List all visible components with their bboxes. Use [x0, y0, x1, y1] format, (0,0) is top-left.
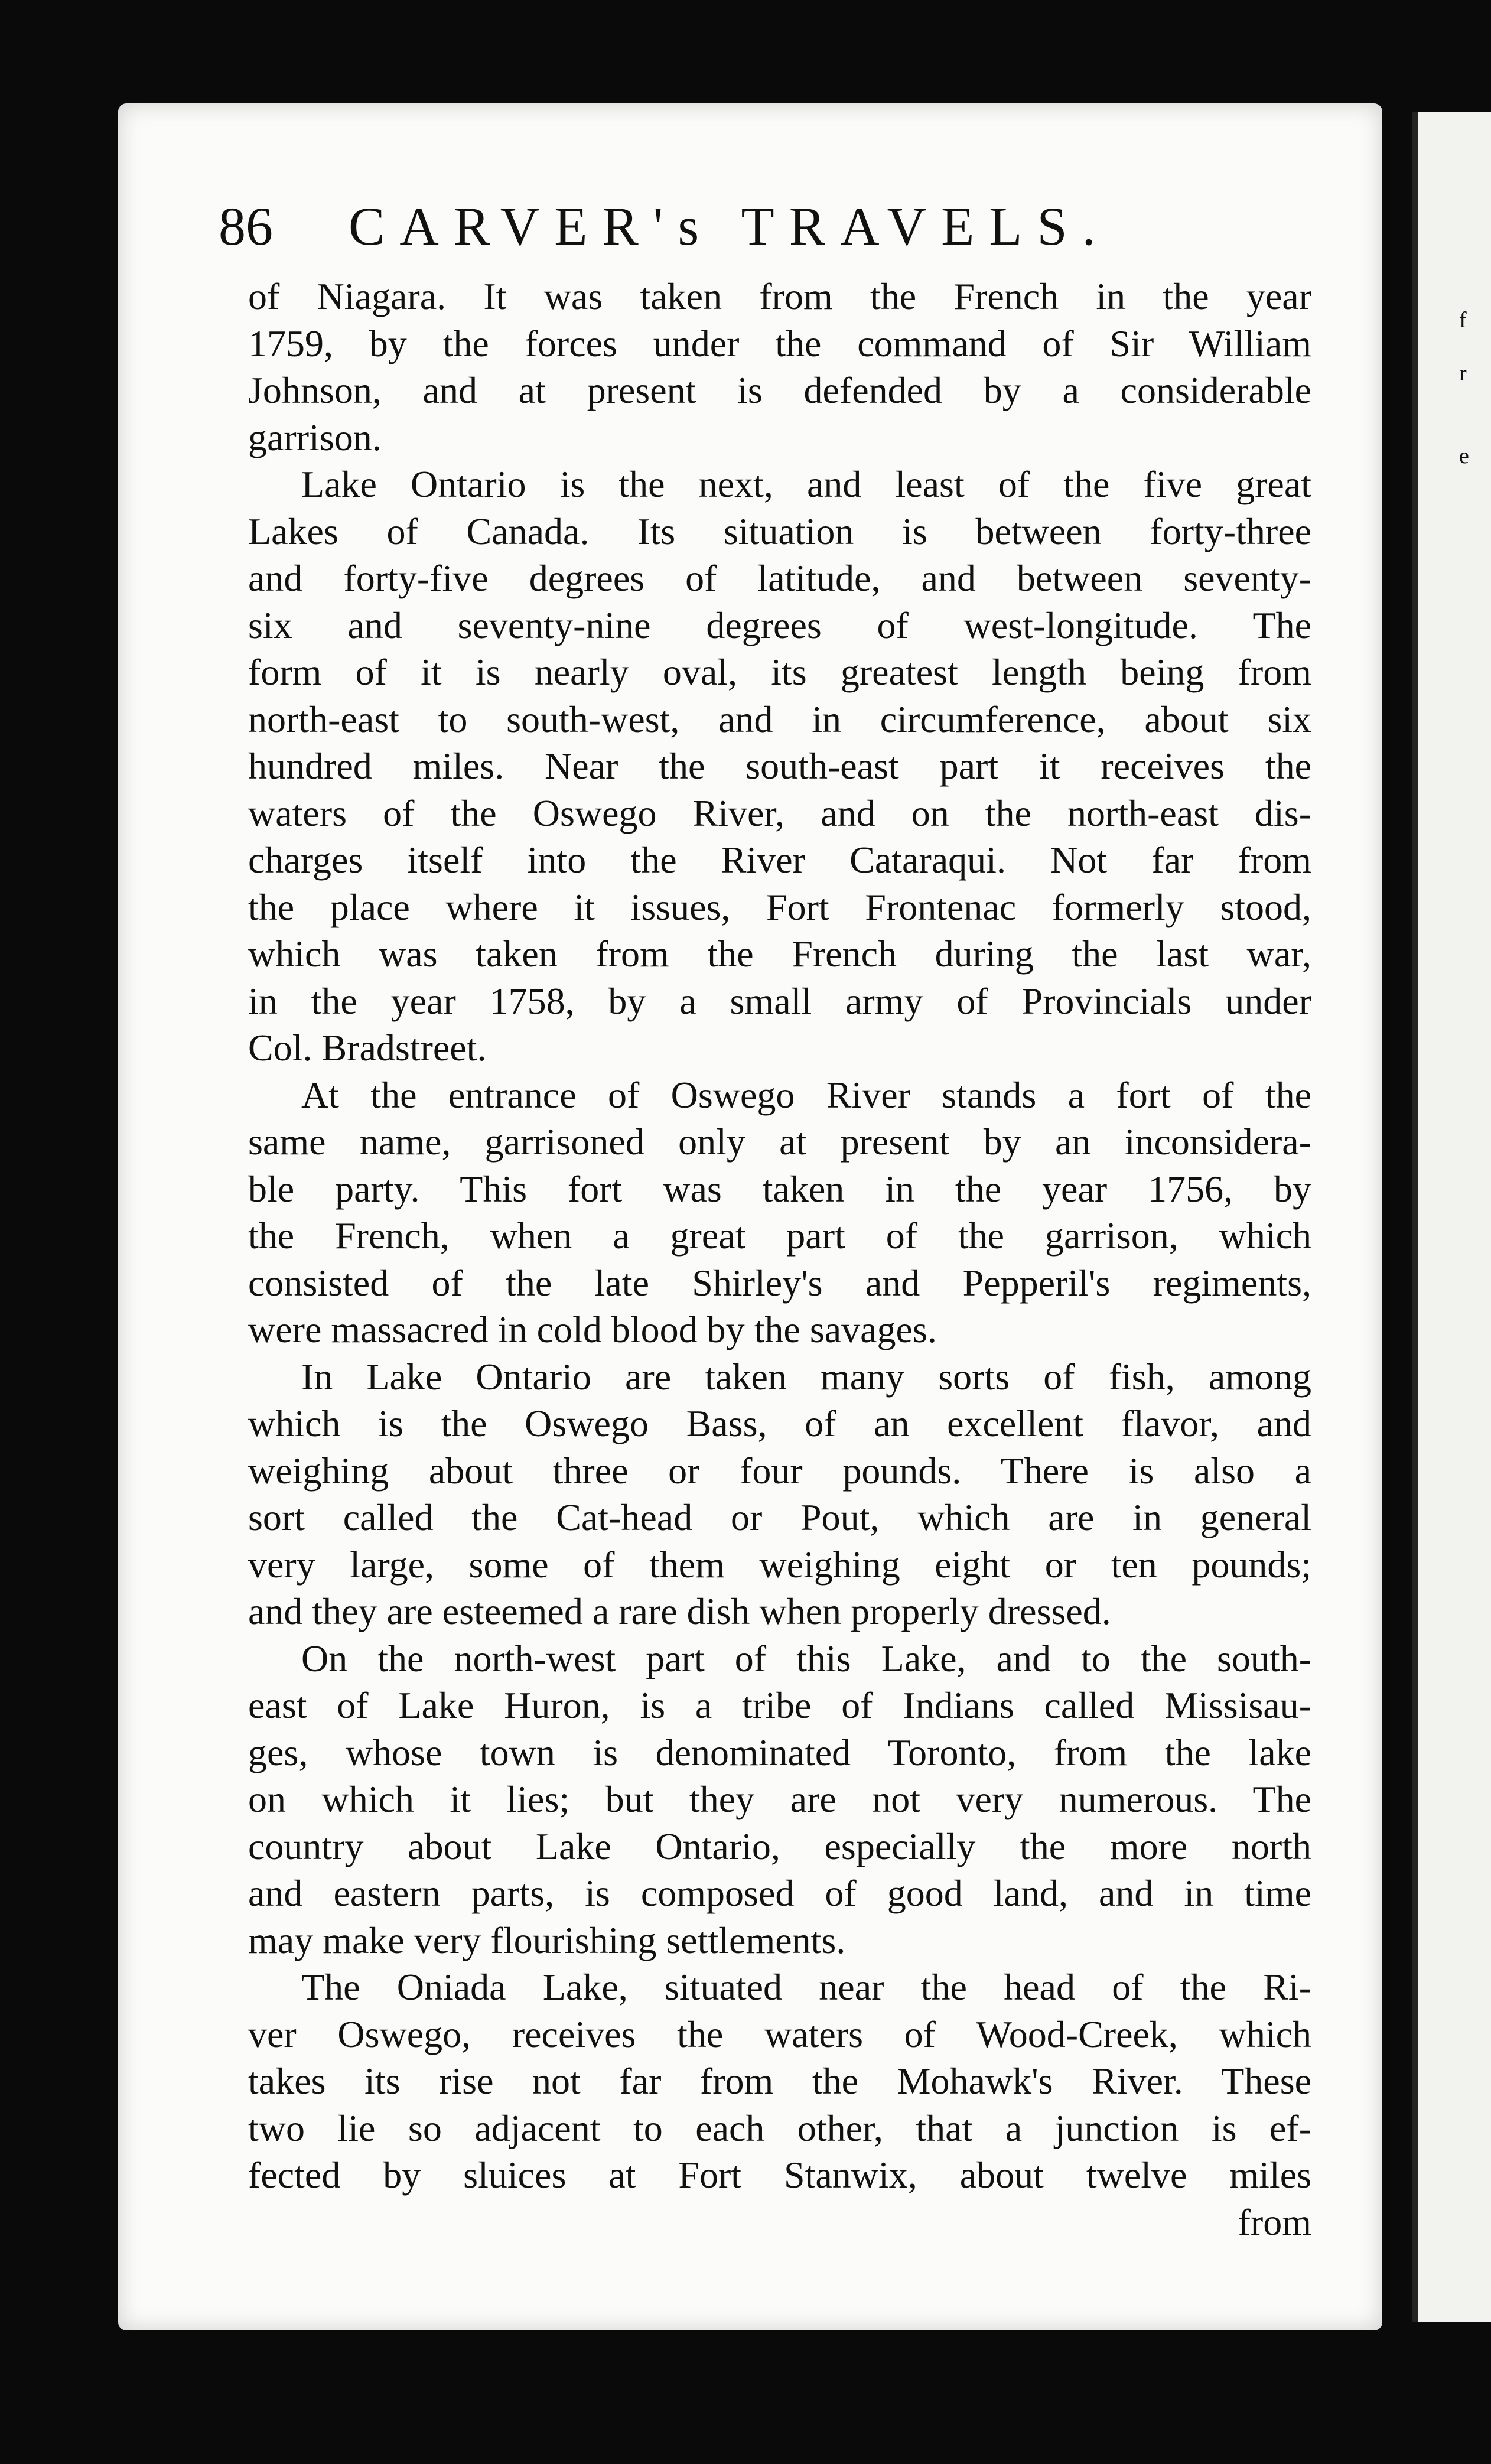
text-line: In Lake Ontario are taken many sorts of fish, among [301, 1355, 1311, 1398]
text-line: At the entrance of Oswego River stands a fort of the [301, 1073, 1311, 1116]
text-line: were massacred in cold blood by the savages. [248, 1309, 937, 1350]
text-line: very large, some of them weighing eight or ten pounds; [248, 1543, 1311, 1586]
text-line: and forty-five degrees of latitude, and between seventy- [248, 557, 1311, 599]
text-line: weighing about three or four pounds. There is also a [248, 1449, 1311, 1492]
text-line: ges, whose town is denominated Toronto, from the lake [248, 1731, 1311, 1773]
text-line: east of Lake Huron, is a tribe of Indians called Missisau- [248, 1684, 1311, 1726]
running-head [219, 195, 1199, 272]
text-line: which was taken from the French during the last war, [248, 933, 1311, 975]
text-line: takes its rise not far from the Mohawk's River. These [248, 2060, 1311, 2102]
text-line: the place where it issues, Fort Frontenac formerly stood, [248, 886, 1311, 928]
text-line: and they are esteemed a rare dish when properly dressed. [248, 1590, 1111, 1632]
text-line: ble party. This fort was taken in the year 1756, by [248, 1167, 1311, 1210]
text-line: six and seventy-nine degrees of west-longitude. The [248, 604, 1311, 646]
text-line: same name, garrisoned only at present by an inconsidera- [248, 1121, 1311, 1163]
text-line: consisted of the late Shirley's and Pepperil's regiments, [248, 1261, 1311, 1304]
text-line: and eastern parts, is composed of good land, and in time [248, 1872, 1311, 1914]
text-line: hundred miles. Near the south-east part it receives the [248, 745, 1311, 787]
text-line: sort called the Cat-head or Pout, which are in general [248, 1496, 1311, 1538]
text-line: on which it lies; but they are not very numerous. The [248, 1778, 1311, 1820]
adjacent-page-mark: r [1459, 361, 1467, 386]
text-line: Lakes of Canada. Its situation is between forty-three [248, 510, 1311, 552]
body-text [248, 273, 1311, 2245]
catchword: from [1238, 2201, 1311, 2243]
adjacent-page-edge [1412, 112, 1491, 2322]
text-line: ver Oswego, receives the waters of Wood-Creek, which [248, 2013, 1311, 2055]
text-line: charges itself into the River Cataraqui. Not far from [248, 839, 1311, 881]
text-line: Lake Ontario is the next, and least of the five great [301, 463, 1311, 505]
adjacent-page-mark: e [1459, 444, 1469, 468]
page-number: 86 [219, 196, 273, 256]
running-title: CARVER's TRAVELS. [349, 196, 1111, 256]
text-line: in the year 1758, by a small army of Provincials under [248, 979, 1311, 1022]
text-line: north-east to south-west, and in circumference, about six [248, 698, 1311, 740]
text-line: On the north-west part of this Lake, and to the south- [301, 1637, 1311, 1679]
text-line: two lie so adjacent to each other, that a junction is ef- [248, 2107, 1311, 2149]
text-line: fected by sluices at Fort Stanwix, about twelve miles [248, 2154, 1311, 2196]
text-line: may make very flourishing settlements. [248, 1919, 846, 1961]
text-line: Johnson, and at present is defended by a considerable [248, 369, 1311, 411]
text-line: the French, when a great part of the garrison, which [248, 1215, 1311, 1257]
text-line: Col. Bradstreet. [248, 1027, 487, 1069]
text-line: garrison. [248, 416, 382, 458]
text-line: country about Lake Ontario, especially the more north [248, 1825, 1311, 1867]
text-line: of Niagara. It was taken from the French in the year [248, 275, 1311, 317]
adjacent-page-mark: f [1459, 308, 1467, 333]
text-line: The Oniada Lake, situated near the head of the Ri- [301, 1966, 1311, 2008]
text-line: which is the Oswego Bass, of an excellent flavor, and [248, 1402, 1311, 1444]
text-line: 1759, by the forces under the command of Sir William [248, 322, 1311, 364]
text-line: form of it is nearly oval, its greatest length being from [248, 651, 1311, 693]
text-line: waters of the Oswego River, and on the north-east dis- [248, 792, 1311, 834]
